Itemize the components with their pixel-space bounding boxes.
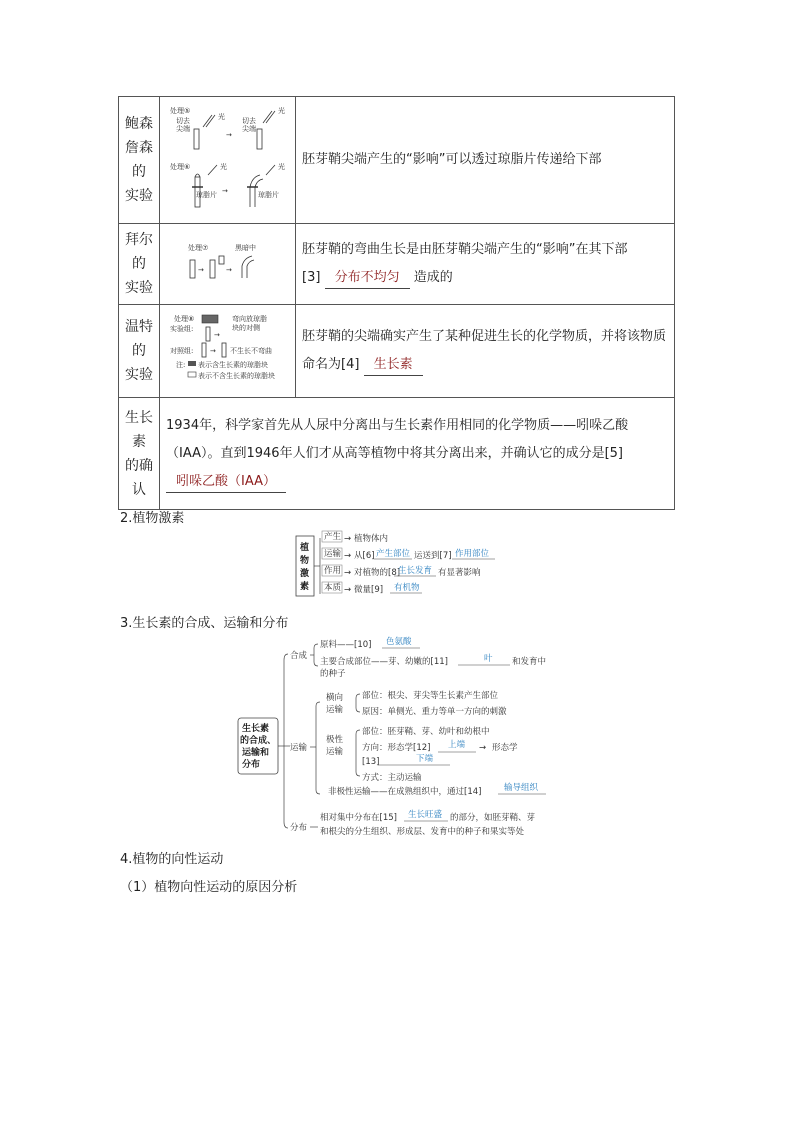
svg-text:尖端: 尖端 [176, 125, 190, 133]
svg-text:块的对侧: 块的对侧 [232, 324, 260, 332]
svg-text:生长旺盛: 生长旺盛 [408, 810, 443, 820]
svg-text:→: → [479, 743, 487, 753]
svg-text:生长发育: 生长发育 [398, 566, 433, 576]
svg-text:光: 光 [220, 163, 227, 171]
svg-text:叶: 叶 [484, 654, 493, 664]
svg-text:分布: 分布 [290, 823, 308, 833]
svg-text:处理⑤: 处理⑤ [170, 107, 191, 115]
answer-blank: 吲哚乙酸（IAA） [166, 472, 286, 493]
svg-text:主要合成部位——芽、幼嫩的[11]: 主要合成部位——芽、幼嫩的[11] [320, 657, 448, 667]
svg-text:和发育中: 和发育中 [512, 657, 547, 667]
svg-text:→: → [222, 187, 228, 195]
svg-text:微量[9]: 微量[9] [354, 585, 384, 595]
svg-text:光: 光 [218, 113, 225, 121]
experiment-name: 鲍森 詹森 的 实验 [119, 97, 160, 224]
svg-text:极性: 极性 [326, 735, 344, 745]
experiment-name: 拜尔 的 实验 [119, 224, 160, 305]
svg-text:→: → [344, 534, 352, 544]
svg-text:合成: 合成 [290, 651, 308, 661]
svg-text:横向: 横向 [326, 693, 344, 703]
svg-text:处理⑦: 处理⑦ [188, 244, 209, 252]
section-subheading: （1）植物向性运动的原因分析 [120, 880, 298, 895]
svg-text:→: → [226, 131, 232, 139]
svg-text:→: → [344, 568, 352, 578]
table-row [119, 305, 675, 398]
experiment-conclusion: 胚芽鞘尖端产生的“影响”可以透过琼脂片传递给下部 [296, 97, 675, 224]
answer-blank: 分布不均匀 [325, 268, 410, 289]
experiment-name: 生长 素 的确 认 [119, 398, 160, 510]
svg-text:处理⑥: 处理⑥ [170, 163, 191, 171]
svg-text:的部分，如胚芽鞘、芽: 的部分，如胚芽鞘、芽 [450, 813, 536, 823]
svg-text:切去: 切去 [242, 117, 256, 125]
svg-text:光: 光 [278, 163, 285, 171]
svg-text:运输: 运输 [290, 743, 308, 753]
table-row [119, 398, 675, 510]
svg-text:运输: 运输 [326, 705, 344, 715]
svg-text:琼脂片: 琼脂片 [196, 191, 217, 199]
boysen-jensen-figure [160, 97, 295, 219]
section-heading: 3.生长素的合成、运输和分布 [120, 616, 289, 631]
answer-blank: 生长素 [364, 355, 423, 376]
svg-text:形态学: 形态学 [492, 743, 518, 753]
svg-text:输导组织: 输导组织 [504, 783, 539, 793]
section-heading: 4.植物的向性运动 [120, 852, 224, 867]
experiment-table [118, 96, 675, 510]
svg-text:物: 物 [300, 556, 310, 566]
svg-text:产生: 产生 [324, 532, 342, 542]
auxin-diagram [236, 634, 566, 844]
svg-text:[13]: [13] [362, 757, 380, 767]
svg-text:→: → [226, 266, 232, 274]
svg-text:素: 素 [300, 582, 310, 592]
experiment-name: 温特 的 实验 [119, 305, 160, 398]
experiment-figure [160, 224, 296, 305]
svg-text:本质: 本质 [324, 583, 342, 593]
svg-text:上端: 上端 [448, 740, 466, 750]
svg-text:部位：胚芽鞘、芽、幼叶和幼根中: 部位：胚芽鞘、芽、幼叶和幼根中 [362, 727, 490, 737]
svg-text:黑暗中: 黑暗中 [235, 244, 256, 252]
svg-text:从[6]: 从[6] [354, 551, 375, 561]
svg-text:表示不含生长素的琼脂块: 表示不含生长素的琼脂块 [198, 372, 275, 380]
svg-text:注:: 注: [176, 361, 186, 369]
svg-text:色氨酸: 色氨酸 [386, 637, 412, 647]
svg-text:对照组:: 对照组: [170, 347, 194, 355]
svg-text:有机物: 有机物 [394, 583, 420, 593]
svg-text:方式：主动运输: 方式：主动运输 [362, 773, 422, 783]
svg-text:植物体内: 植物体内 [354, 534, 389, 544]
svg-text:生长素: 生长素 [242, 724, 270, 734]
svg-text:切去: 切去 [176, 117, 190, 125]
svg-text:运送到[7]: 运送到[7] [414, 551, 452, 561]
svg-text:光: 光 [278, 107, 285, 115]
svg-text:作用: 作用 [324, 566, 342, 576]
experiment-figure [160, 97, 296, 224]
svg-text:部位：根尖、芽尖等生长素产生部位: 部位：根尖、芽尖等生长素产生部位 [362, 691, 499, 701]
svg-text:的合成、: 的合成、 [240, 736, 277, 746]
experiment-conclusion: 胚芽鞘的弯曲生长是由胚芽鞘尖端产生的“影响”在其下部 [3] 分布不均匀 造成的 [296, 224, 675, 305]
svg-text:琼脂片: 琼脂片 [258, 191, 279, 199]
svg-text:分布: 分布 [242, 760, 261, 770]
svg-text:下端: 下端 [416, 754, 434, 764]
svg-text:激: 激 [300, 569, 310, 579]
experiment-conclusion: 胚芽鞘的尖端确实产生了某种促进生长的化学物质，并将该物质命名为[4] 生长素 [296, 305, 675, 398]
svg-text:→: → [344, 551, 352, 561]
experiment-conclusion: 1934年，科学家首先从人尿中分离出与生长素作用相同的化学物质——吲哚乙酸（IAA）。直到1946年人们才从高等植物中将其分离出来，并确认它的成分是[5] 吲哚乙酸（IAA） [160, 398, 675, 510]
svg-text:运输: 运输 [326, 747, 344, 757]
plant-hormone-diagram [290, 528, 510, 602]
svg-text:非极性运输——在成熟组织中，通过[14]: 非极性运输——在成熟组织中，通过[14] [328, 787, 482, 797]
svg-text:运输: 运输 [324, 549, 342, 559]
svg-text:原因：单侧光、重力等单一方向的刺激: 原因：单侧光、重力等单一方向的刺激 [362, 707, 507, 717]
svg-text:尖端: 尖端 [242, 125, 256, 133]
svg-text:→: → [214, 331, 220, 339]
table-row [119, 97, 675, 224]
svg-text:运输和: 运输和 [242, 748, 270, 758]
svg-text:相对集中分布在[15]: 相对集中分布在[15] [320, 813, 397, 823]
svg-text:方向：形态学[12]: 方向：形态学[12] [362, 743, 431, 753]
svg-text:→: → [344, 585, 352, 595]
svg-text:不生长不弯曲: 不生长不弯曲 [230, 347, 272, 355]
svg-text:产生部位: 产生部位 [376, 549, 411, 559]
experiment-figure [160, 305, 296, 398]
svg-text:→: → [198, 266, 204, 274]
svg-text:→: → [210, 347, 216, 355]
svg-text:植: 植 [300, 543, 310, 553]
svg-text:的种子: 的种子 [320, 669, 346, 679]
svg-text:作用部位: 作用部位 [455, 549, 490, 559]
svg-text:有显著影响: 有显著影响 [438, 568, 481, 578]
paal-figure [160, 224, 295, 300]
svg-text:弯向放琼脂: 弯向放琼脂 [232, 315, 267, 323]
svg-text:处理⑧: 处理⑧ [174, 315, 195, 323]
section-heading: 2.植物激素 [120, 511, 185, 526]
table-row [119, 224, 675, 305]
svg-text:实验组:: 实验组: [170, 325, 194, 333]
svg-text:原料——[10]: 原料——[10] [320, 640, 372, 650]
went-figure [160, 305, 295, 393]
svg-text:对植物的[8]: 对植物的[8] [354, 568, 401, 578]
svg-text:和根尖的分生组织、形成层、发育中的种子和果实等处: 和根尖的分生组织、形成层、发育中的种子和果实等处 [320, 827, 525, 837]
svg-text:表示含生长素的琼脂块: 表示含生长素的琼脂块 [198, 361, 268, 369]
